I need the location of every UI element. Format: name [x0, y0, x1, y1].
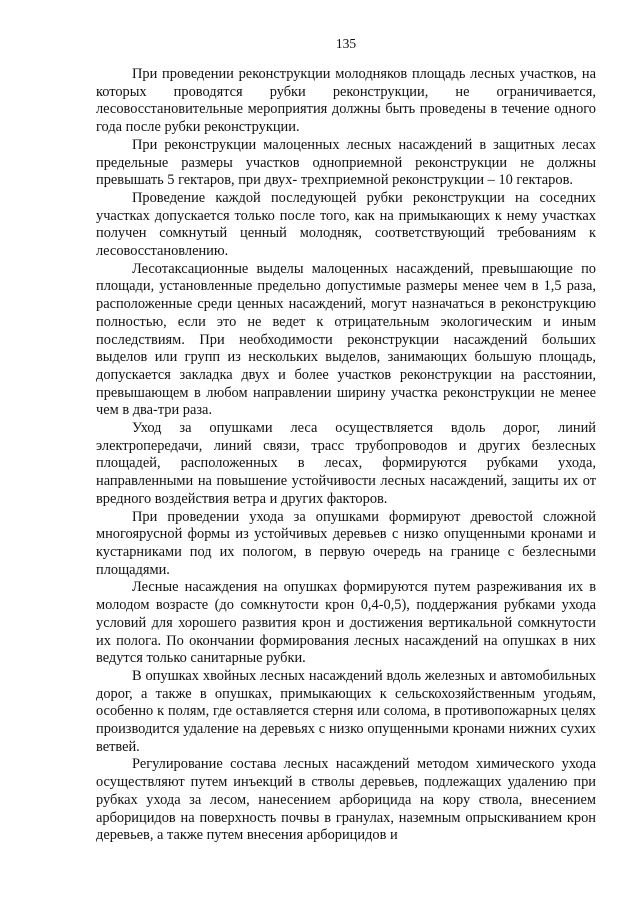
document-body: [96, 66, 596, 845]
paragraph: При проведении реконструкции молодняков площадь лесных участков, на которых проводятся рубки реконструкции, не ограничивается, лесовосстановительные мероприятия должны быть проведены в течение одного года после рубки реконструкции.: [96, 66, 596, 136]
paragraph: Лесные насаждения на опушках формируются путем разреживания их в молодом возрасте (до сомкнутости крон 0,4-0,5), поддержания рубками ухода условий для хорошего развития крон и достижения вертикальной сомкнутости их полога. По окончании формирования лесных насаждений на опушках в них ведутся только санитарные рубки.: [96, 579, 596, 667]
paragraph: Уход за опушками леса осуществляется вдоль дорог, линий электропередачи, линий связи, трасс трубопроводов и других безлесных площадей, расположенных в лесах, формируются рубками ухода, направленными на повышение устойчивости лесных насаждений, защиты их от вредного воздействия ветра и других факторов.: [96, 420, 596, 507]
paragraph: Регулирование состава лесных насаждений методом химического ухода осуществляют путем инъекций в стволы деревьев, подлежащих удалению при рубках ухода за лесом, нанесением арборицида на кору ствола, внесением арборицидов на поверхность почвы в гранулах, наземным опрыскиванием крон деревьев, а также путем внесения арборицидов и: [96, 756, 596, 844]
paragraph: При реконструкции малоценных лесных насаждений в защитных лесах предельные размеры участков одноприемной реконструкции не должны превышать 5 гектаров, при двух- трехприемной реконструкции – 10 гектаров.: [96, 136, 596, 189]
paragraph: Лесотаксационные выделы малоценных насаждений, превышающие по площади, установленные предельно допустимые размеры менее чем в 1,5 раза, расположенные среди ценных насаждений, могут назначаться в реконструкцию полностью, если это не ведет к отрицательным экологическим и иным последствиям. При необходимости реконструкции насаждений больших выделов или групп из нескольких выделов, занимающих большую площадь, допускается закладка двух и более участков реконструкции на расстоянии, превышающем в любом направлении ширину участка реконструкции не менее чем в два-три раза.: [96, 260, 596, 419]
paragraph: Проведение каждой последующей рубки реконструкции на соседних участках допускается только после того, как на примыкающих к нему участках получен сомкнутый ценный молодняк, соответствующий требованиям к лесовосстановлению.: [96, 189, 596, 260]
page-number: 135: [335, 36, 357, 51]
paragraph: В опушках хвойных лесных насаждений вдоль железных и автомобильных дорог, а также в опушках, примыкающих к сельскохозяйственным угодьям, особенно к полям, где оставляется стерня или солома, в противопожарных целях производится удаление на деревьях с низко опущенными кронами нижних сухих ветвей.: [96, 667, 596, 755]
paragraph: При проведении ухода за опушками формируют древостой сложной многоярусной формы из устойчивых деревьев с низко опущенными кронами и кустарниками под их пологом, в первую очередь на границе с безлесными площадями.: [96, 508, 596, 578]
